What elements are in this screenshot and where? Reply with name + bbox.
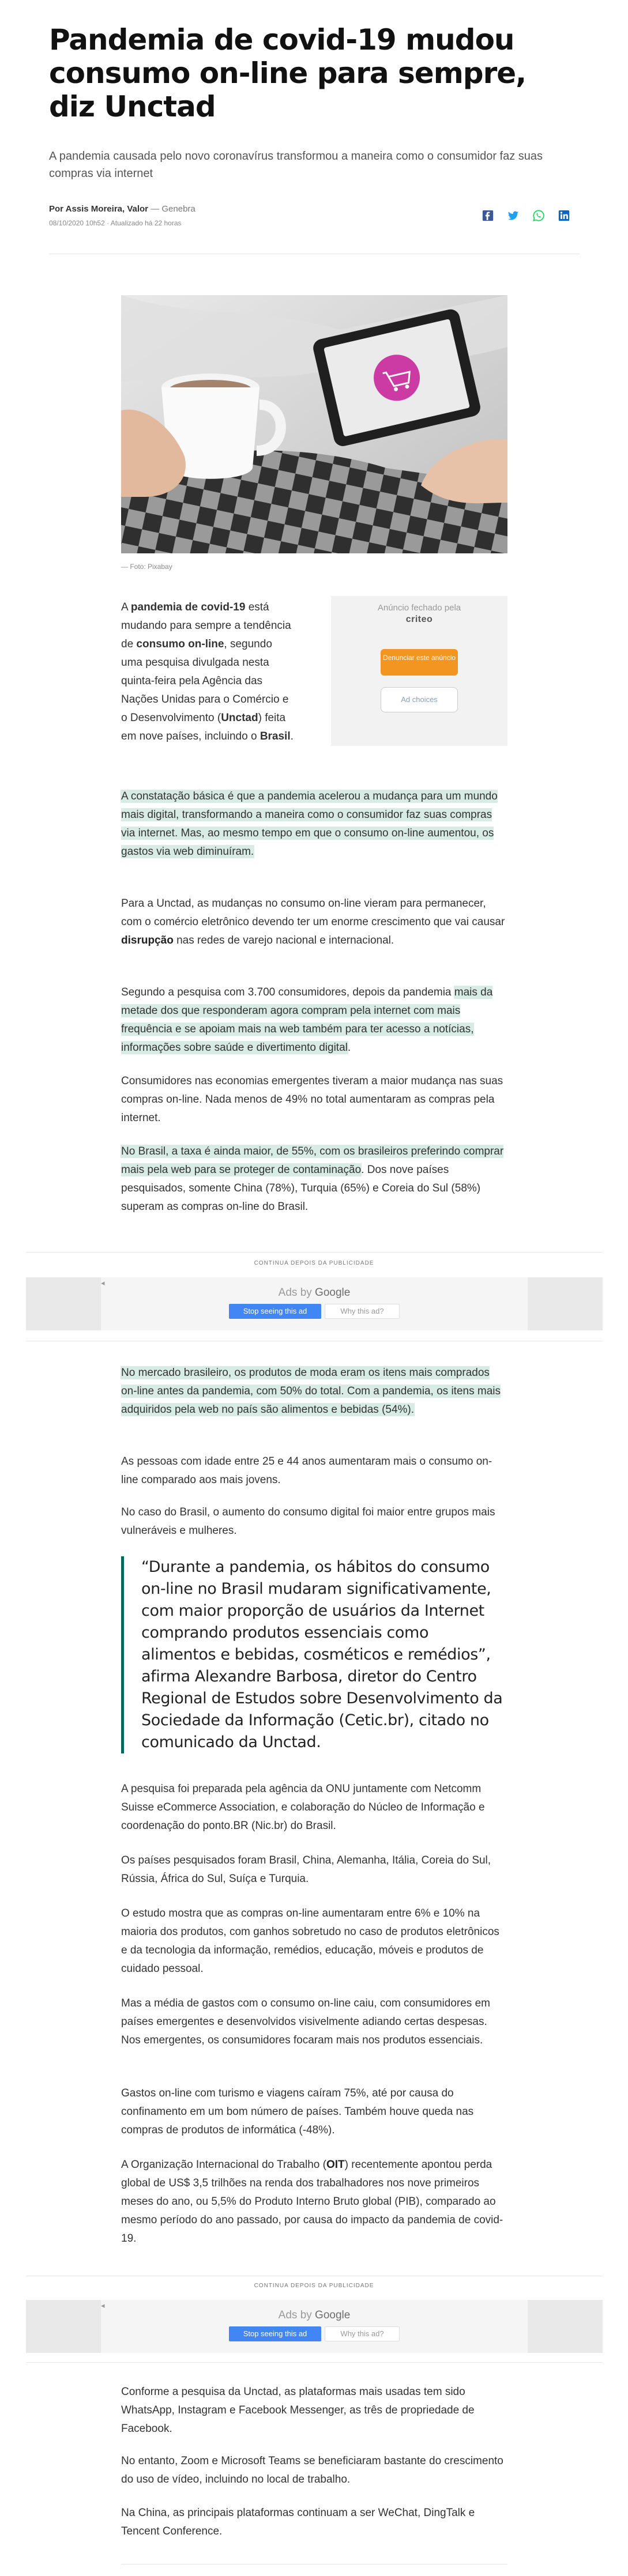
article-headline: Pandemia de covid-19 mudou consumo on-line para sempre, diz Unctad bbox=[49, 23, 527, 123]
why-this-ad-button-2[interactable]: Why this ad? bbox=[325, 2326, 400, 2341]
ad-back-arrow-2[interactable]: ◂ bbox=[101, 2301, 105, 2310]
paragraph-12: O estudo mostra que as compras on-line aumentaram entre 6% e 10% na maioria dos produtos, com ganhos sobretudo no caso de produtos eletrônicos e da tecnologia da informação, remédios, educação, móveis e produtos de cuidado pessoal. bbox=[121, 1907, 499, 1975]
stop-seeing-ad-button-2[interactable]: Stop seeing this ad bbox=[229, 2326, 321, 2341]
paragraph-1: A pandemia de covid-19 está mudando para sempre a tendência de consumo on-line, segundo uma pesquisa divulgada nesta quinta-feira pela Agência das Nações Unidas para o Comércio e o Desenvolvimento (Unctad) feita em nove países, incluindo o Brasil. bbox=[121, 601, 294, 742]
paragraph-5: Consumidores nas economias emergentes tiveram a maior mudança nas suas compras on-line. Nada menos de 49% no total aumentaram as compras pela internet. bbox=[121, 1075, 503, 1124]
adchoices-button[interactable]: Ad choices bbox=[381, 687, 458, 712]
paragraph-10: A pesquisa foi preparada pela agência da ONU juntamente com Netcomm Suisse eCommerce Association, e colaboração do Núcleo de Informação e coordenação do ponto.BR (Nic.br) do Brasil. bbox=[121, 1783, 485, 1832]
ad-divider-top bbox=[26, 1252, 603, 1253]
byline-location: Genebra bbox=[161, 204, 195, 214]
paragraph-16: Conforme a pesquisa da Unctad, as plataformas mais usadas tem sido WhatsApp, Instagram e Facebook Messenger, as três de propriedade de Facebook. bbox=[121, 2386, 475, 2435]
ad-divider-bottom-2 bbox=[26, 2362, 603, 2363]
paragraph-6: No Brasil, a taxa é ainda maior, de 55%, com os brasileiros preferindo comprar mais pela web para se proteger de contaminação. Dos nove países pesquisados, somente China (78%), Turquia (65%) e Coreia do Sul (58%) superam as compras on-line do Brasil. bbox=[121, 1145, 504, 1213]
ad-side-right-2 bbox=[528, 2300, 603, 2353]
ad-side-left bbox=[26, 1277, 101, 1330]
why-this-ad-button[interactable]: Why this ad? bbox=[325, 1304, 400, 1319]
pull-quote: “Durante a pandemia, os hábitos do consumo on-line no Brasil mudaram significativamente, com maior proporção de usuários da Internet comprando produtos essenciais como alimentos e bebidas, cosméticos e remédios”, afirma Alexandre Barbosa, diretor do Centro Regional de Estudos sobre Desenvolvimento da Sociedade da Informação (Cetic.br), citado no comunicado da Unctad. bbox=[121, 1556, 507, 1753]
inline-ad bbox=[331, 596, 507, 746]
article-dateline: 08/10/2020 10h52 · Atualizado há 22 horas bbox=[49, 219, 182, 227]
paragraph-11: Os países pesquisados foram Brasil, China, Alemanha, Itália, Coreia do Sul, Rússia, África do Sul, Suíça e Turquia. bbox=[121, 1854, 491, 1885]
ad-side-right bbox=[528, 1277, 603, 1330]
paragraph-7: No mercado brasileiro, os produtos de moda eram os itens mais comprados on-line antes da pandemia, com 50% do total. Com a pandemia, os itens mais adquiridos pela web no país são alimentos e bebidas (54%). bbox=[121, 1367, 501, 1416]
google-ad-banner bbox=[26, 1277, 603, 1330]
byline-author[interactable]: Por Assis Moreira, Valor bbox=[49, 204, 149, 214]
paragraph-14: Gastos on-line com turismo e viagens caíram 75%, até por causa do confinamento em um bom número de países. Também houve queda nas compras de produtos de informática (-48%). bbox=[121, 2087, 474, 2136]
paragraph-13: Mas a média de gastos com o consumo on-line caiu, com consumidores em países emergentes e desenvolvidos visivelmente adiando certas despesas. Nos emergentes, os consumidores focaram mais nos produtos essenciais. bbox=[121, 1997, 490, 2046]
linkedin-icon[interactable] bbox=[557, 209, 571, 222]
ads-by-google: Ads by Google bbox=[278, 1287, 351, 1299]
byline-separator: — bbox=[151, 204, 160, 214]
google-ad-banner-2 bbox=[26, 2300, 603, 2353]
criteo-logo: criteo bbox=[405, 614, 433, 624]
byline bbox=[49, 204, 195, 214]
paragraph-3: Para a Unctad, as mudanças no consumo on-line vieram para permanecer, com o comércio eletrônico devendo ter um enorme crescimento que vai causar disrupção nas redes de varejo nacional e internacional. bbox=[121, 897, 505, 946]
paragraph-9: No caso do Brasil, o aumento do consumo digital foi maior entre grupos mais vulneráveis e mulheres. bbox=[121, 1506, 495, 1537]
ad-side-left-2 bbox=[26, 2300, 101, 2353]
ad-back-arrow[interactable]: ◂ bbox=[101, 1278, 105, 1287]
paragraph-4: Segundo a pesquisa com 3.700 consumidores, depois da pandemia mais da metade dos que responderam agora compram pela internet com mais frequência e se apoiam mais na web também para ter acesso a notícias, informações sobre saúde e divertimento digital. bbox=[121, 986, 493, 1054]
paragraph-2: A constatação básica é que a pandemia acelerou a mudança para um mundo mais digital, transformando a maneira como o consumidor faz suas compras via internet. Mas, ao mesmo tempo em que o consumo on-line aumentou, os gastos via web diminuíram. bbox=[121, 790, 498, 858]
facebook-icon[interactable] bbox=[481, 209, 495, 222]
paragraph-18: Na China, as principais plataformas continuam a ser WeChat, DingTalk e Tencent Conference. bbox=[121, 2507, 475, 2537]
ad-label-2: CONTINUA DEPOIS DA PUBLICIDADE bbox=[254, 2283, 374, 2289]
whatsapp-icon[interactable] bbox=[532, 209, 546, 222]
twitter-icon[interactable] bbox=[506, 209, 520, 222]
paragraph-8: As pessoas com idade entre 25 e 44 anos aumentaram mais o consumo on-line comparado aos mais jovens. bbox=[121, 1455, 492, 1486]
image-caption: — Foto: Pixabay bbox=[121, 563, 172, 571]
article-subtitle: A pandemia causada pelo novo coronavírus transformou a maneira como o consumidor faz suas compras via internet bbox=[49, 150, 543, 180]
paragraph-15: A Organização Internacional do Trabalho (OIT) recentemente apontou perda global de US$ 3,5 trilhões na renda dos trabalhadores nos nove primeiros meses do ano, ou 5,5% do Produto Interno Bruto global (PIB), comparado ao mesmo período do ano passado, por causa do impacto da pandemia de covid-19. bbox=[121, 2159, 503, 2245]
hero-image bbox=[121, 295, 507, 553]
stop-seeing-ad-button[interactable]: Stop seeing this ad bbox=[229, 1304, 321, 1319]
ads-by-google-2: Ads by Google bbox=[278, 2309, 351, 2321]
ad-label: CONTINUA DEPOIS DA PUBLICIDADE bbox=[254, 1260, 374, 1266]
ad-closed-text: Anúncio fechado pela bbox=[377, 603, 461, 613]
paragraph-17: No entanto, Zoom e Microsoft Teams se beneficiaram bastante do crescimento do uso de vídeo, incluindo no local de trabalho. bbox=[121, 2455, 503, 2486]
report-ad-button[interactable]: Denunciar este anúncio bbox=[381, 649, 458, 676]
